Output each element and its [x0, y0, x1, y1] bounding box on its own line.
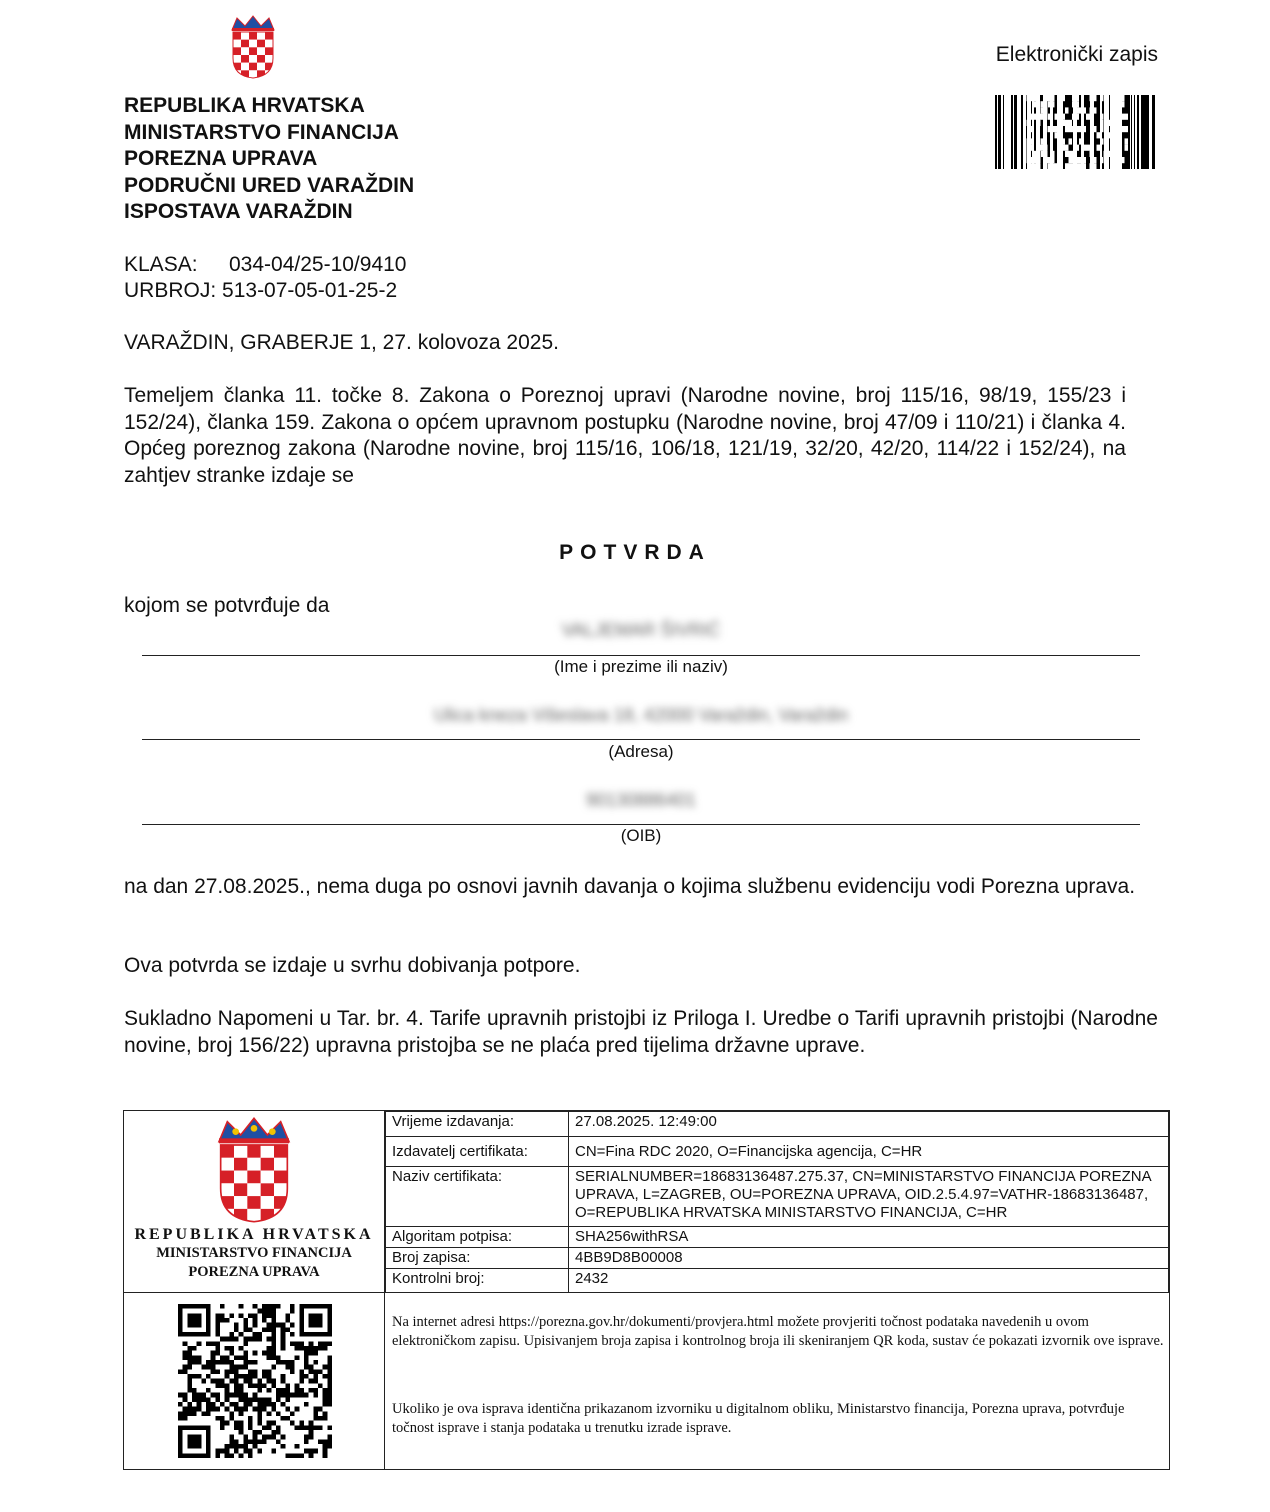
address-value-redacted: Ulica kneza Višeslava 18, 42000 Varaždin, Varaždin: [433, 705, 849, 725]
pdf417-barcode: [995, 95, 1155, 169]
qr-code-cell: [124, 1292, 385, 1469]
table-row: [386, 1167, 1169, 1227]
header-line: POREZNA UPRAVA: [124, 147, 318, 170]
table-row: [386, 1248, 1169, 1269]
table-row: [386, 1227, 1169, 1248]
urbroj-label: URBROJ:: [124, 279, 217, 302]
row-label: Vrijeme izdavanja:: [386, 1112, 569, 1137]
issuer-header: [124, 93, 414, 226]
oib-underline: [142, 824, 1140, 825]
table-row: [386, 1137, 1169, 1167]
row-label: Naziv certifikata:: [386, 1167, 569, 1227]
address-caption: (Adresa): [608, 742, 674, 761]
row-label: Broj zapisa:: [386, 1248, 569, 1269]
signature-org-line2: MINISTARSTVO FINANCIJA: [156, 1245, 352, 1261]
document-meta: [124, 252, 407, 304]
coat-of-arms-emblem: [212, 1115, 296, 1225]
oib-value-redacted: 90130886401: [585, 790, 697, 810]
address-underline: [142, 739, 1140, 740]
header-line: REPUBLIKA HRVATSKA: [124, 94, 365, 117]
authenticity-note: Ukoliko je ova isprava identična prikazanom izvorniku u digitalnom obliku, Ministarstvo financija, Porezna uprava, potvrđuje točnost isprave i stanja podataka u trenutku izrade isprave.: [392, 1401, 1125, 1436]
table-row: [386, 1269, 1169, 1293]
row-value: 2432: [569, 1269, 1169, 1293]
legal-basis-paragraph: Temeljem članka 11. točke 8. Zakona o Poreznoj upravi (Narodne novine, broj 115/16, 98/19, 155/23 i 152/24), članka 159. Zakona o općem upravnom postupku (Narodne novine, broj 47/09 i 110/21) i članka 4. Općeg poreznog zakona (Narodne novine, broj 115/16, 106/18, 121/19, 32/20, 42/20, 114/22 i 152/24), na zahtjev stranke izdaje se: [124, 384, 1126, 487]
name-value-redacted: VALJEMAR ŠIVRIĆ: [561, 620, 721, 640]
signature-org-line3: POREZNA UPRAVA: [188, 1264, 320, 1280]
table-row: [386, 1112, 1169, 1137]
electronic-record-label: Elektronički zapis: [995, 43, 1158, 66]
name-underline: [142, 655, 1140, 656]
place-date: VARAŽDIN, GRABERJE 1, 27. kolovoza 2025.: [124, 331, 559, 354]
row-value: CN=Fina RDC 2020, O=Financijska agencija, C=HR: [569, 1137, 1169, 1167]
header-line: MINISTARSTVO FINANCIJA: [124, 120, 399, 144]
coat-of-arms-emblem: [229, 14, 277, 80]
oib-caption: (OIB): [620, 826, 662, 845]
purpose-statement: Ova potvrda se izdaje u svrhu dobivanja potpore.: [124, 954, 581, 977]
verification-note: Na internet adresi https://porezna.gov.hr/dokumenti/provjera.html možete provjeriti točnost podataka navedenih u ovom elektroničkom zapisu. Upisivanjem broja zapisa i kontrolnog broja ili skeniranjem QR koda, sustav će pokazati izvornik ove isprave.: [392, 1314, 1164, 1349]
urbroj-value: 513-07-05-01-25-2: [222, 279, 398, 302]
electronic-signature-block: [123, 1110, 1170, 1470]
row-value: SERIALNUMBER=18683136487.275.37, CN=MINISTARSTVO FINANCIJA POREZNA UPRAVA, L=ZAGREB, OU=POREZNA UPRAVA, OID.2.5.4.97=VATHR-18683136487, O=REPUBLIKA HRVATSKA MINISTARSTVO FINANCIJA, C=HR: [569, 1167, 1169, 1227]
klasa-label: KLASA:: [124, 253, 198, 276]
no-debt-statement: na dan 27.08.2025., nema duga po osnovi javnih davanja o kojima službenu evidenciju vodi Porezna uprava.: [124, 875, 1136, 898]
signature-details-table: [385, 1111, 1169, 1293]
row-label: Kontrolni broj:: [386, 1269, 569, 1293]
fee-exemption-statement: Sukladno Napomeni u Tar. br. 4. Tarife upravnih pristojbi iz Priloga I. Uredbe o Tarifi upravnih pristojbi (Narodne novine, broj 156/22) upravna pristojba se ne plaća pred tijelima državne uprave.: [124, 1007, 1158, 1057]
row-label: Algoritam potpisa:: [386, 1227, 569, 1248]
row-value: 27.08.2025. 12:49:00: [569, 1112, 1169, 1137]
row-value: SHA256withRSA: [569, 1227, 1169, 1248]
row-label: Izdavatelj certifikata:: [386, 1137, 569, 1167]
signature-org-line1: REPUBLIKA HRVATSKA: [134, 1226, 374, 1243]
row-value: 4BB9D8B00008: [569, 1248, 1169, 1269]
confirmation-lead: kojom se potvrđuje da: [124, 594, 330, 617]
header-line: PODRUČNI URED VARAŽDIN: [124, 173, 415, 197]
signature-issuer-cell: [124, 1111, 385, 1293]
document-title: POTVRDA: [559, 541, 711, 564]
klasa-value: 034-04/25-10/9410: [229, 253, 407, 276]
verification-qr-code[interactable]: [178, 1304, 332, 1458]
name-caption: (Ime i prezime ili naziv): [554, 657, 728, 676]
header-line: ISPOSTAVA VARAŽDIN: [124, 200, 353, 223]
